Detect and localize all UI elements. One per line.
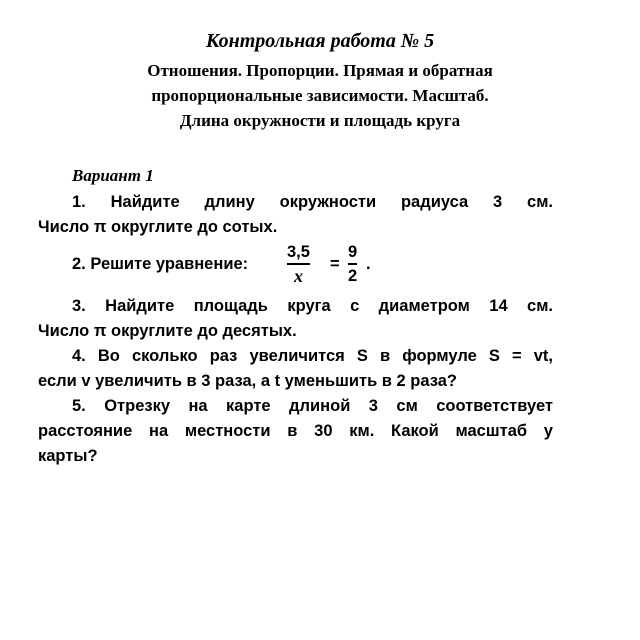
fraction-right-denominator: 2 <box>348 267 358 285</box>
task-5-line-1: 5. Отрезку на карте длиной 3 см соответствует <box>72 397 553 415</box>
equals-sign: = <box>330 255 340 273</box>
subtitle-line-3: Длина окружности и площадь круга <box>179 111 461 130</box>
task-5-line-3: карты? <box>38 447 98 465</box>
task-4-line-2: если v увеличить в 3 раза, а t уменьшить в 2 раза? <box>38 372 457 390</box>
task-3-line-2: Число π округлите до десятых. <box>38 322 297 340</box>
task-2-prefix: 2. Решите уравнение: <box>72 255 249 273</box>
fraction-right-numerator: 9 <box>348 243 358 261</box>
task-4-line-1: 4. Во сколько раз увеличится S в формуле S = vt, <box>72 347 553 365</box>
fraction-right <box>348 241 357 287</box>
fraction-left-denominator: x <box>293 266 303 286</box>
fraction-left-numerator: 3,5 <box>287 243 310 261</box>
variant-label: Вариант 1 <box>72 166 154 185</box>
fraction-left <box>287 241 310 287</box>
subtitle-line-2: пропорциональные зависимости. Масштаб. <box>151 86 489 105</box>
task-2-period: . <box>366 255 371 273</box>
subtitle-line-1: Отношения. Пропорции. Прямая и обратная <box>147 61 493 80</box>
task-5-line-2: расстояние на местности в 30 км. Какой масштаб у <box>38 422 553 440</box>
task-1-line-2: Число π округлите до сотых. <box>38 218 278 236</box>
page-title: Контрольная работа № 5 <box>205 30 435 52</box>
task-3-line-1: 3. Найдите площадь круга с диаметром 14 см. <box>72 297 553 315</box>
task-1-line-1: 1. Найдите длину окружности радиуса 3 см. <box>72 193 553 211</box>
